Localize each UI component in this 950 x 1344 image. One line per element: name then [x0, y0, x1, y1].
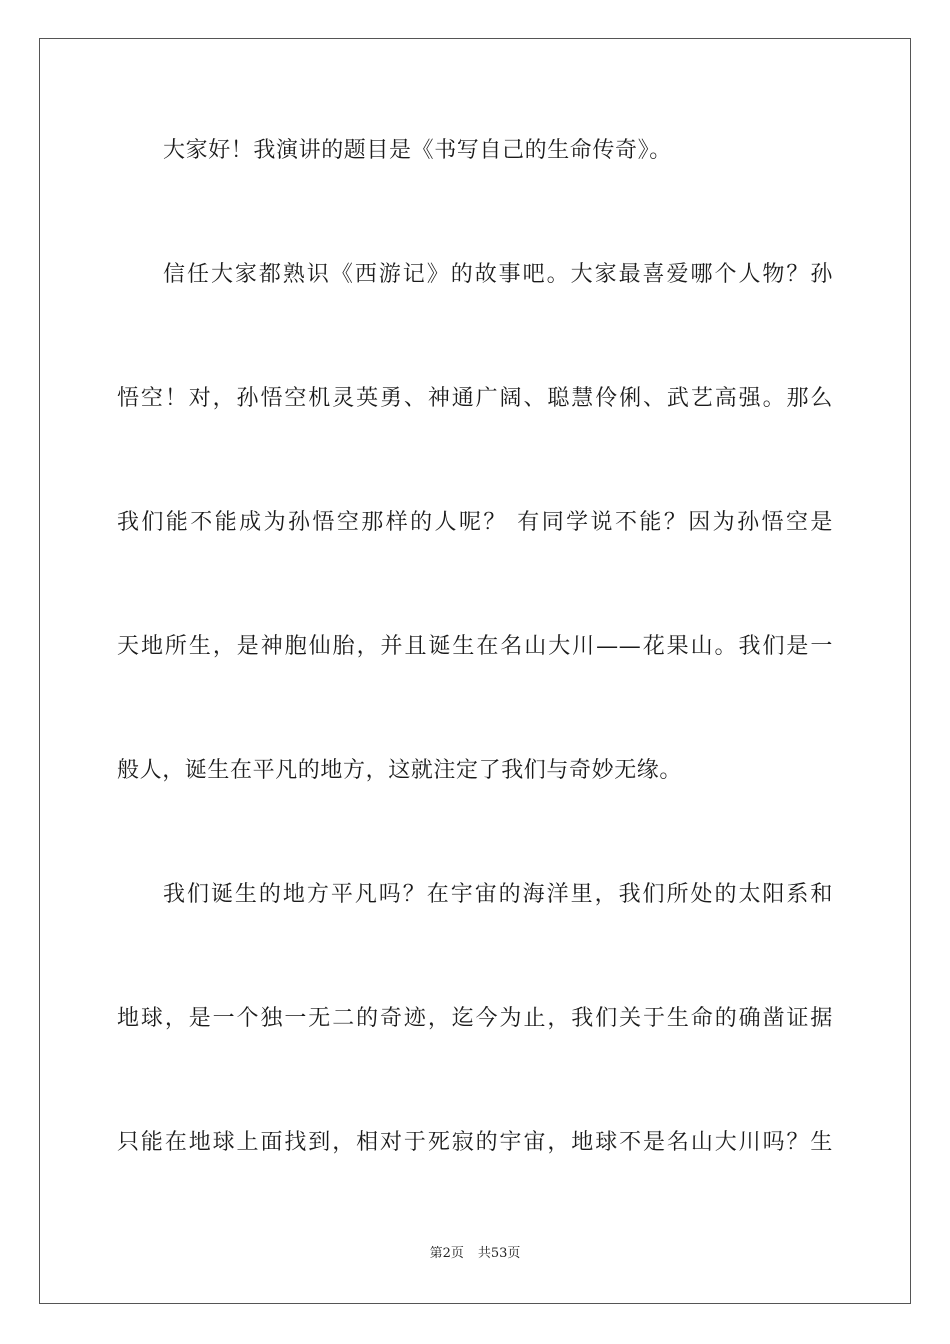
- text-line-9: 只能在地球上面找到，相对于死寂的宇宙，地球不是名山大川吗？生: [117, 1130, 833, 1155]
- text-line-5: 天地所生，是神胞仙胎，并且诞生在名山大川——花果山。我们是一: [117, 634, 833, 659]
- text-line-6: 般人，诞生在平凡的地方，这就注定了我们与奇妙无缘。: [117, 758, 683, 783]
- text-line-2: 信任大家都熟识《西游记》的故事吧。大家最喜爱哪个人物？孙: [163, 262, 833, 287]
- page-footer: [0, 1244, 950, 1264]
- page-number-current: 第2页: [429, 1246, 464, 1261]
- page-border: [39, 38, 911, 1304]
- text-line-7: 我们诞生的地方平凡吗？在宇宙的海洋里，我们所处的太阳系和: [163, 882, 833, 907]
- text-line-3: 悟空！对，孙悟空机灵英勇、神通广阔、聪慧伶俐、武艺高强。那么: [117, 386, 833, 411]
- text-line-4: 我们能不能成为孙悟空那样的人呢？ 有同学说不能？因为孙悟空是: [117, 510, 833, 535]
- page-number-total: 共53页: [477, 1246, 521, 1261]
- text-line-1: 大家好！我演讲的题目是《书写自己的生命传奇》。: [163, 138, 672, 163]
- text-line-8: 地球，是一个独一无二的奇迹，迄今为止，我们关于生命的确凿证据: [117, 1006, 833, 1031]
